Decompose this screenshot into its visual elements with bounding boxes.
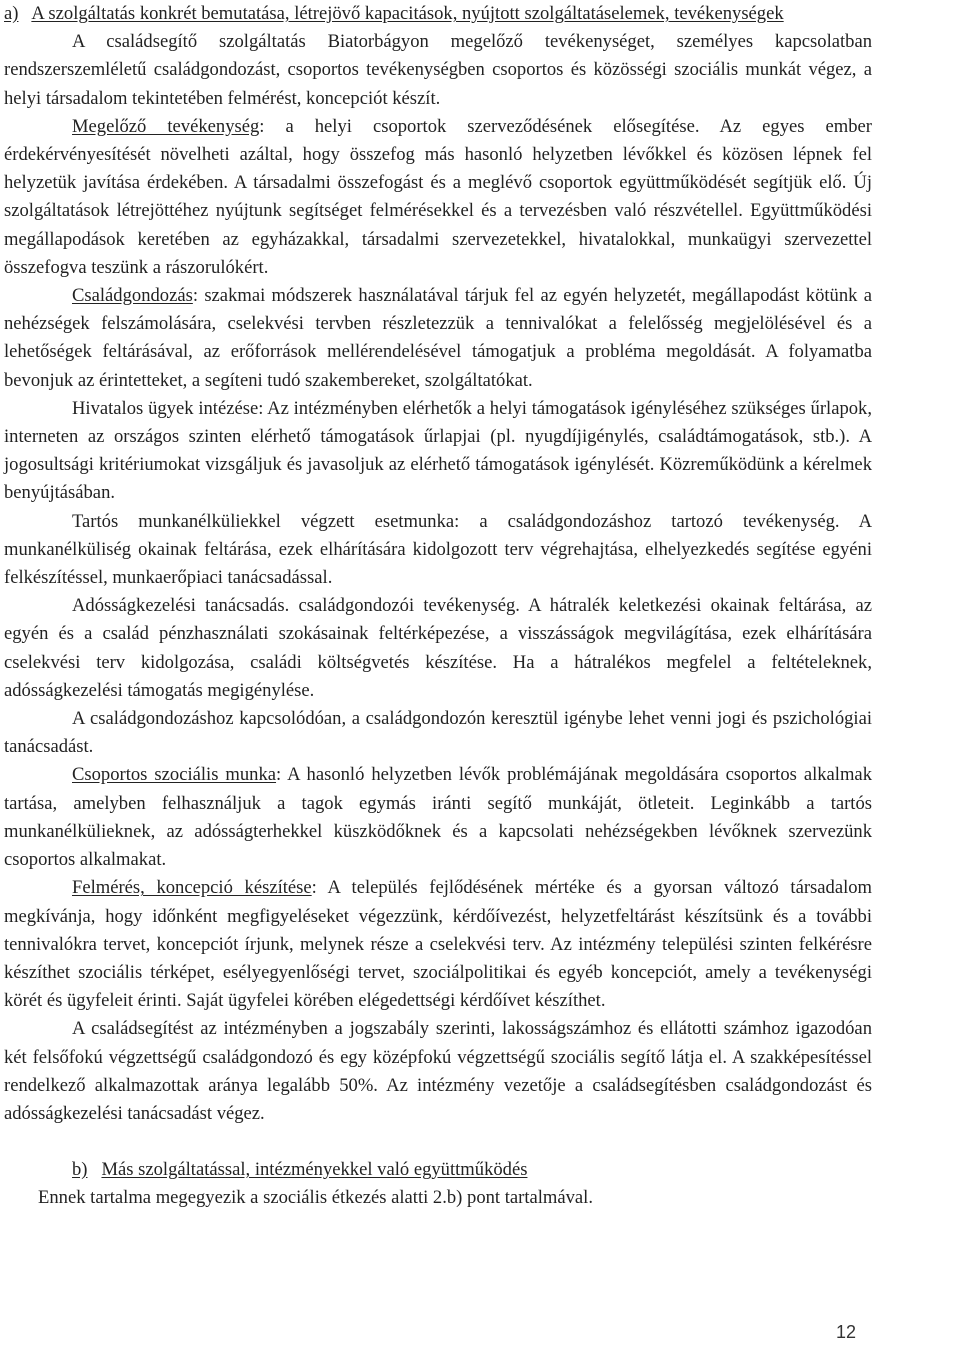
term-felmeres: Felmérés, koncepció készítése [72,877,312,899]
section-b-marker: b) [72,1159,88,1181]
section-b-title: Más szolgáltatással, intézményekkel való együttműködés [101,1159,528,1181]
paragraph-felmeres [4,874,872,1015]
paragraph-csoportos [4,761,872,874]
text-felmeres: : A település fejlődésének mértéke és a gyorsan változó társadalom megkívánja, hogy időnként megfigyeléseket végezzünk, kérdőívezést, helyzetfeltárást készítsünk és a további tennivalókra tervet, koncepciót írjunk, melynek része a cselekvési terv. Az intézmény települési szinten felkérésre készíthet szociális térképet, esélyegyenlőségi tervet, szociálpolitikai és egyéb koncepciót, amely a tevékenységi körét és ügyfeleit érinti. Saját ügyfelei körében elégedettségi kérdőívet készíthet. [4,877,872,1012]
paragraph-hivatalos: Hivatalos ügyek intézése: Az intézményben elérhetők a helyi támogatások igényléséhez szükséges űrlapok, interneten az országos szinten elérhető támogatások űrlapjai (pl. nyugdíjigénylés, családtámogatások, stb.). A jogosultsági kritériumokat vizsgáljuk és javasoljuk az elérhető támogatások igénylését. Közreműködünk a kérelmek benyújtásában. [4,397,872,504]
section-a-title: A szolgáltatás konkrét bemutatása, létrejövő kapacitások, nyújtott szolgáltatáselemek, tevékenységek [31,3,784,24]
page-number: 12 [836,1322,857,1342]
paragraph-csaladgondozas [4,282,872,395]
paragraph-megelozo [4,113,872,282]
paragraph-jogi: A családgondozáshoz kapcsolódóan, a családgondozón keresztül igénybe lehet venni jogi és pszichológiai tanácsadást. [4,708,872,758]
term-csaladgondozas: Családgondozás [72,285,193,307]
section-b-heading [4,1156,872,1184]
section-a-marker: a) [4,3,19,24]
paragraph-intro: A családsegítő szolgáltatás Biatorbágyon megelőző tevékenységet, személyes kapcsolatban rendszerszemléletű családgondozást, csoportos tevékenységben csoportos és közösségi szociális munkát végez, a helyi társadalom tekintetében felmérést, koncepciót készít. [4,31,872,109]
paragraph-tartos: Tartós munkanélküliekkel végzett esetmunka: a családgondozáshoz tartozó tevékenység. A munkanélküliség okainak feltárása, ezek elhárítására kidolgozott terv végrehajtása, elhelyezkedés segítése egyéni felkészítéssel, munkaerőpiaci tanácsadással. [4,510,872,589]
section-gap [4,1128,872,1156]
section-b-text: Ennek tartalma megegyezik a szociális étkezés alatti 2.b) pont tartalmával. [38,1187,593,1209]
text-csaladgondozas: : szakmai módszerek használatával tárjuk fel az egyén helyzetét, megállapodást kötünk a nehézségek felszámolására, cselekvési tervben részletezzük a tennivalókat a felelősség megjelölésével és a lehetőségek feltárásával, az erőforrások mellérendelésével támogatjuk a probléma megoldását. A folyamatba bevonjuk az érintetteket, a segíteni tudó szakembereket, szolgáltatókat. [4,285,872,391]
term-csoportos: Csoportos szociális munka [72,764,277,786]
section-a-heading [4,0,872,28]
document-body [4,0,872,1213]
text-csoportos: : A hasonló helyzetben lévők problémájának megoldására csoportos alkalmak tartása, amelyben felhasználjuk a tagok egymás iránti segítő munkáját, ötleteit. Leginkább a tartós munkanélkülieknek, az adósságterhekkel küszködőknek és a kapcsolati nehézségekben lévőknek szervezünk csoportos alkalmakat. [4,764,872,871]
term-megelozo: Megelőző tevékenység [72,115,260,137]
paragraph-adossag: Adósságkezelési tanácsadás. családgondozói tevékenység. A hátralék keletkezési okainak feltárása, az egyén és a család pénzhasználati szokásainak feltérképezése, a visszásságok megvilágítása, ezek elhárítására cselekvési terv kidolgozása, családi költségvetés készítése. Ha a hátralékos megfelel a feltételeknek, adósságkezelési támogatás megigénylése. [4,595,872,701]
text-megelozo: : a helyi csoportok szerveződésének elősegítése. Az egyes ember érdekérvényesítését növelheti azáltal, hogy összefog más hasonló helyzetben lévőkkel és közösen lépnek fel helyzetük javítása érdekében. A társadalmi összefogást és a meglévő csoportok együttműködését segítjük elő. Új szolgáltatások létrejöttéhez nyújtunk segítséget felmérésekkel és a tervezésben való részvétellel. Együttműködési megállapodások keretében az egyházakkal, társadalmi szervezetekkel, hivatalokkal, munkaügyi szervezettel összefogva teszünk a rászorulókért. [4,115,872,278]
paragraph-szemelyzet: A családsegítést az intézményben a jogszabály szerinti, lakosságszámhoz és ellátotti számhoz igazodóan két felsőfokú végzettségű családgondozó és egy középfokú végzettségű szociális segítő látja el. A szakképesítéssel rendelkező alkalmazottak aránya legalább 50%. Az intézmény vezetője a családsegítésben családgondozást és adósságkezelési tanácsadást végez. [4,1018,872,1124]
